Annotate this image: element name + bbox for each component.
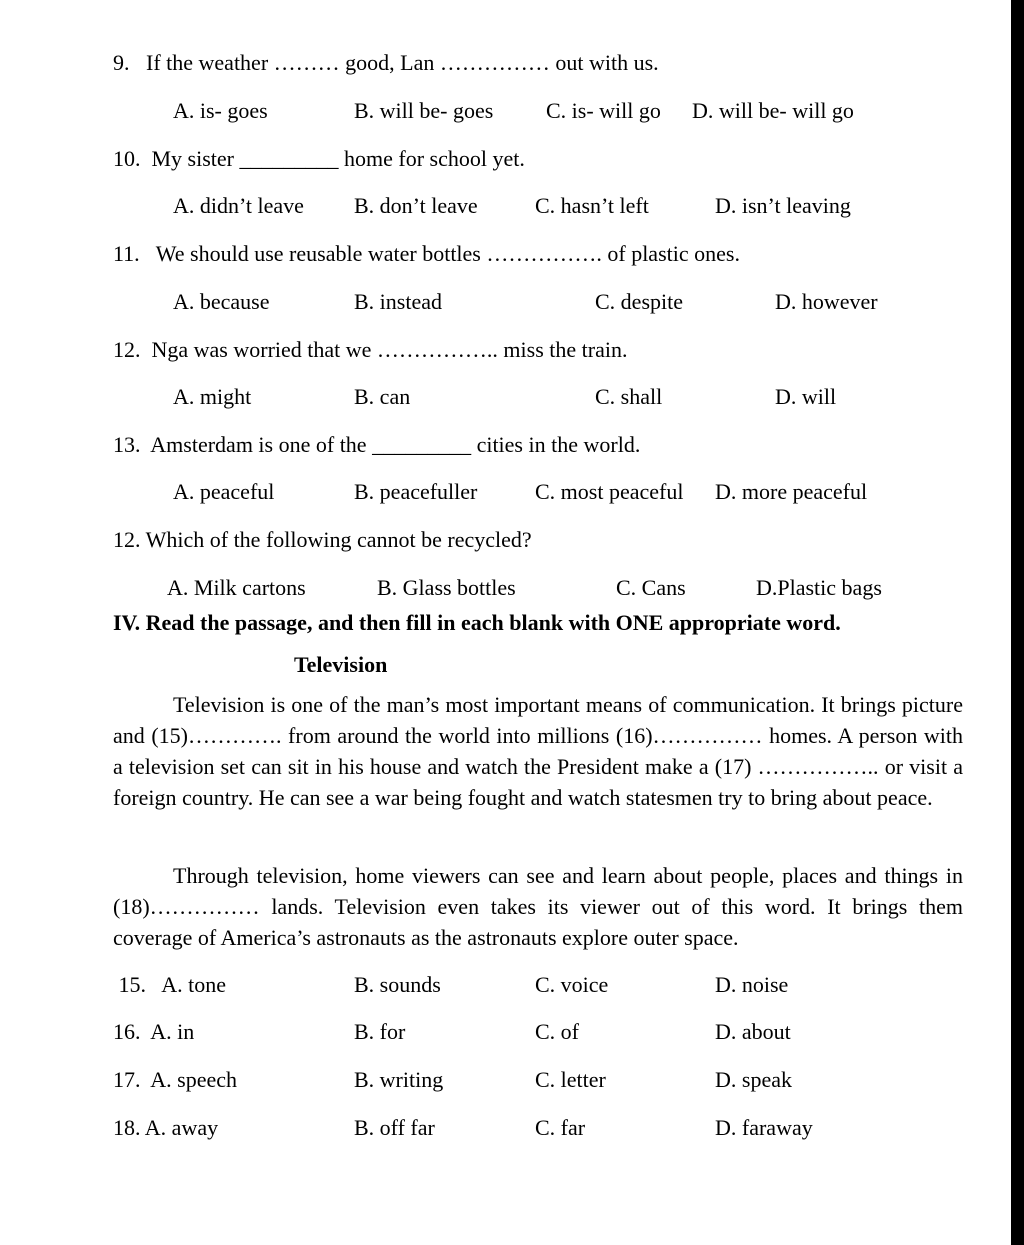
question-18-option-c: C. far: [535, 1115, 586, 1140]
question-recycle-option-c: C. Cans: [616, 575, 686, 600]
question-10-option-b: B. don’t leave: [354, 193, 478, 218]
question-9-option-d: D. will be- will go: [692, 98, 854, 123]
question-13-option-d: D. more peaceful: [715, 479, 868, 504]
question-13-option-b: B. peacefuller: [354, 479, 478, 504]
question-10-option-a: A. didn’t leave: [173, 193, 304, 218]
question-12-option-b: B. can: [354, 384, 411, 409]
question-15-stem: 15. A. tone: [113, 972, 227, 997]
question-recycle-option-a: A. Milk cartons: [167, 575, 306, 600]
question-15-option-b: B. sounds: [354, 972, 441, 997]
passage-title: Television: [294, 652, 388, 677]
question-16-option-c: C. of: [535, 1019, 579, 1044]
question-13-stem: 13. Amsterdam is one of the _________ cities in the world.: [113, 432, 641, 457]
question-recycle-option-d: D.Plastic bags: [756, 575, 882, 600]
question-9-stem: 9. If the weather ……… good, Lan …………… out with us.: [113, 50, 659, 75]
question-17-stem: 17. A. speech: [113, 1067, 238, 1092]
question-16-option-d: D. about: [715, 1019, 791, 1044]
question-9-option-c: C. is- will go: [546, 98, 661, 123]
question-18-option-b: B. off far: [354, 1115, 435, 1140]
question-17-option-b: B. writing: [354, 1067, 444, 1092]
passage-paragraph-2: Through television, home viewers can see and learn about people, places and things in (18)…………… lands. Television even takes its viewer out of this word. It brings them coverage of America’s astronauts as the astronauts explore outer space.: [113, 863, 963, 950]
question-17-option-d: D. speak: [715, 1067, 792, 1092]
question-recycle-stem: 12. Which of the following cannot be recycled?: [113, 527, 532, 552]
question-15-option-c: C. voice: [535, 972, 609, 997]
question-9-option-a: A. is- goes: [173, 98, 268, 123]
question-11-option-d: D. however: [775, 289, 878, 314]
question-10-option-d: D. isn’t leaving: [715, 193, 851, 218]
question-17-option-c: C. letter: [535, 1067, 606, 1092]
question-9-option-b: B. will be- goes: [354, 98, 494, 123]
question-11-option-b: B. instead: [354, 289, 442, 314]
question-11-option-a: A. because: [173, 289, 270, 314]
question-10-option-c: C. hasn’t left: [535, 193, 649, 218]
question-13-option-c: C. most peaceful: [535, 479, 684, 504]
question-12-option-a: A. might: [173, 384, 252, 409]
question-11-stem: 11. We should use reusable water bottles ……………. of plastic ones.: [113, 241, 740, 266]
question-16-stem: 16. A. in: [113, 1019, 195, 1044]
question-16-option-b: B. for: [354, 1019, 406, 1044]
question-13-option-a: A. peaceful: [173, 479, 275, 504]
question-10-stem: 10. My sister _________ home for school yet.: [113, 146, 525, 171]
question-12-option-c: C. shall: [595, 384, 663, 409]
question-recycle-option-b: B. Glass bottles: [377, 575, 516, 600]
passage-paragraph-1: Television is one of the man’s most important means of communication. It brings picture and (15)…………. from around the world into millions (16)…………… homes. A person with a television set can sit in his house and watch the President make a (17) …………….. or visit a foreign country. He can see a war being fought and watch statesmen try to bring about peace.: [113, 692, 963, 810]
question-15-option-d: D. noise: [715, 972, 789, 997]
question-12-option-d: D. will: [775, 384, 837, 409]
question-11-option-c: C. despite: [595, 289, 683, 314]
section-heading: IV. Read the passage, and then fill in each blank with ONE appropriate word.: [113, 610, 841, 635]
question-18-stem: 18. A. away: [113, 1115, 219, 1140]
page-edge-border: [1011, 0, 1024, 1245]
question-12-stem: 12. Nga was worried that we …………….. miss the train.: [113, 337, 628, 362]
question-18-option-d: D. faraway: [715, 1115, 813, 1140]
